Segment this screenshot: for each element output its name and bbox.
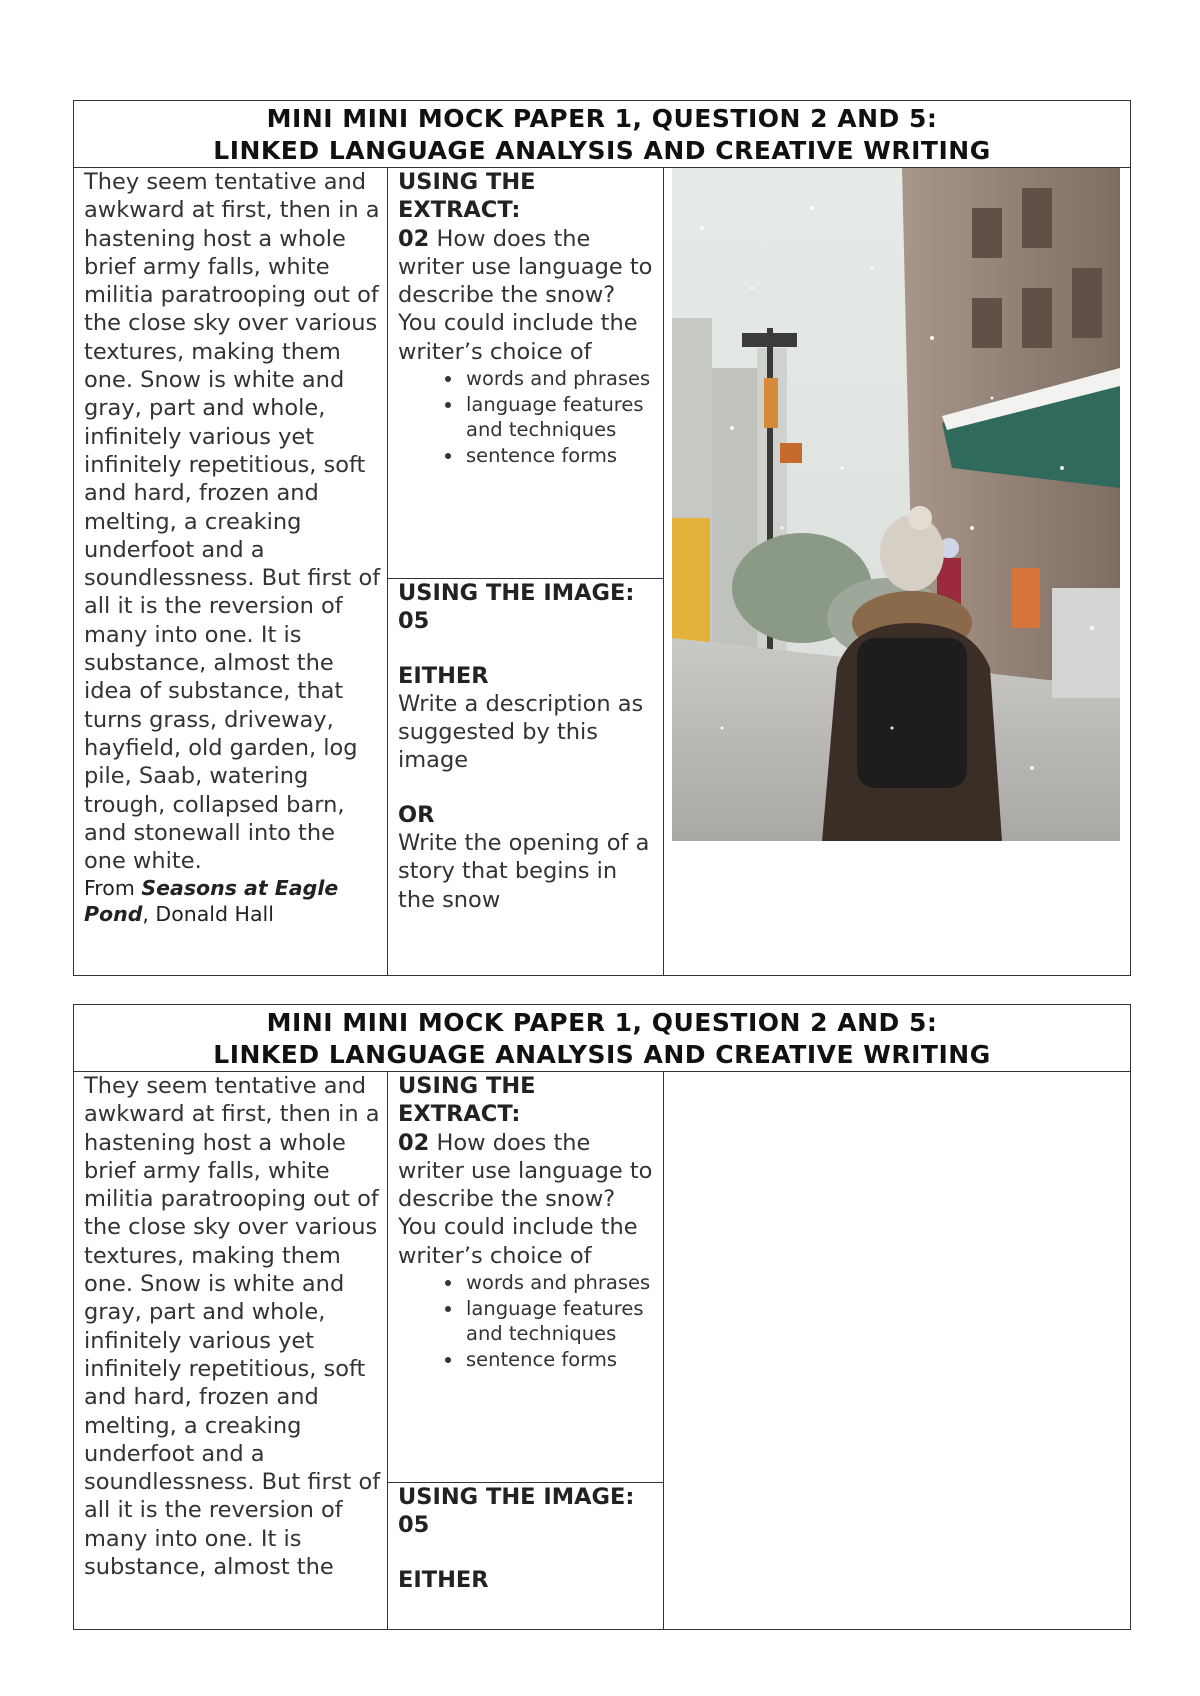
question-02-cell [388,168,663,579]
worksheet-card-1 [73,100,1131,976]
extract-column [74,1072,388,1629]
either-label: EITHER [398,662,489,689]
image-column [664,1072,1130,1629]
title-line-2: LINKED LANGUAGE ANALYSIS AND CREATIVE WRITING [213,1040,991,1069]
tasks-column [388,1072,664,1629]
title-line-1: MINI MINI MOCK PAPER 1, QUESTION 2 AND 5: [266,104,938,133]
question-05-cell [388,1483,663,1629]
or-task: Write the opening of a story that begins in the snow [398,830,650,913]
feature-list [398,1270,657,1372]
feature-item: • language features and techniques [464,392,657,443]
question-02-text: 02 How does the writer use language to describe the snow? [398,225,653,309]
question-05-number: 05 [398,608,430,635]
snow-street-photo [672,168,1120,841]
question-05-cell [388,579,663,975]
feature-item: • sentence forms [464,443,657,469]
image-heading: USING THE IMAGE: [398,1484,635,1510]
extract-heading: USING THE EXTRACT: [398,1073,536,1128]
question-05-number: 05 [398,1512,430,1539]
question-02-text: 02 How does the writer use language to describe the snow? [398,1129,653,1213]
worksheet-card-2 [73,1004,1131,1630]
title-line-1: MINI MINI MOCK PAPER 1, QUESTION 2 AND 5: [266,1008,938,1037]
feature-item: • words and phrases [464,1270,657,1296]
image-heading: USING THE IMAGE: [398,580,635,606]
question-02-include: You could include the writer’s choice of [398,310,638,365]
tasks-column [388,168,664,975]
extract-text: They seem tentative and awkward at first, then in a hastening host a whole brief army falls, white militia paratrooping out of the close sky over various textures, making them one. Snow is white and gray, part and whole, infinitely various yet infinitely repetitious, soft and hard, frozen and melting, a creaking underfoot and a soundlessness. But first of all it is the reversion of many into one. It is substance, almost the idea of substance, that turns grass, driveway, hayfield, old garden, log pile, Saab, watering trough, collapsed barn, and stonewall into the one white. [84,169,381,875]
card-title [74,101,1130,168]
feature-item: • language features and techniques [464,1296,657,1347]
feature-item: • words and phrases [464,366,657,392]
card-title [74,1005,1130,1072]
or-label: OR [398,801,435,828]
question-02-cell [388,1072,663,1483]
extract-text: They seem tentative and awkward at first, then in a hastening host a whole brief army falls, white militia paratrooping out of the close sky over various textures, making them one. Snow is white and gray, part and whole, infinitely various yet infinitely repetitious, soft and hard, frozen and melting, a creaking underfoot and a soundlessness. But first of all it is the reversion of many into one. It is substance, almost the [84,1073,381,1581]
source-citation: From Seasons at Eagle Pond, Donald Hall [84,876,339,927]
either-label: EITHER [398,1566,489,1593]
source-title: Seasons at Eagle Pond [84,876,339,927]
question-02-include: You could include the writer’s choice of [398,1214,638,1269]
extract-heading: USING THE EXTRACT: [398,169,536,224]
title-line-2: LINKED LANGUAGE ANALYSIS AND CREATIVE WRITING [213,136,991,165]
feature-list [398,366,657,468]
either-task: Write a description as suggested by this image [398,690,644,774]
feature-item: • sentence forms [464,1347,657,1373]
image-column [664,168,1130,975]
extract-column [74,168,388,975]
